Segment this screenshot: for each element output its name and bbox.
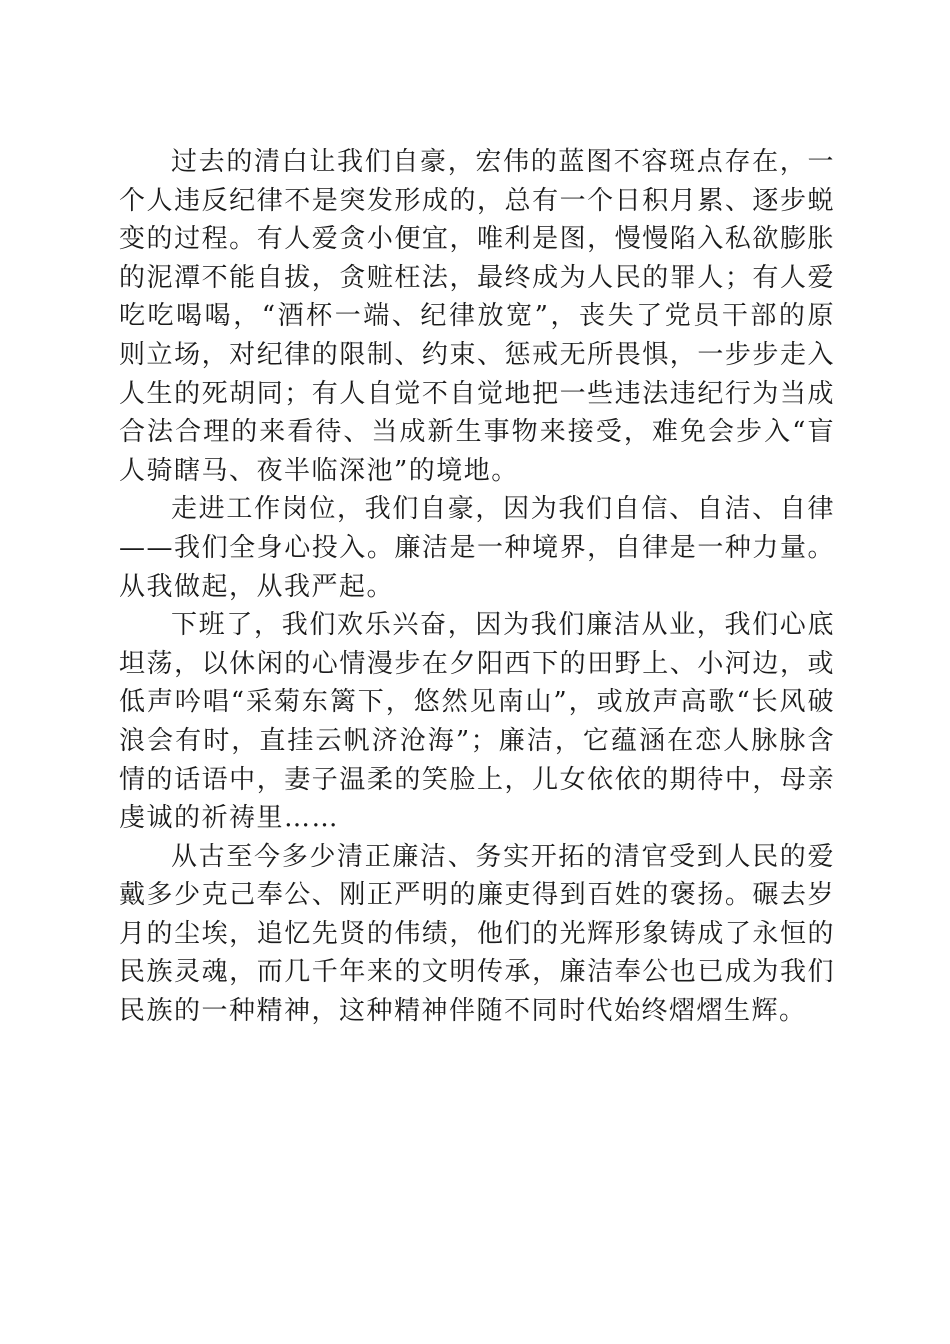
paragraph-1: 过去的清白让我们自豪，宏伟的蓝图不容斑点存在，一个人违反纪律不是突发形成的，总有一个日积月累、逐步蜕变的过程。有人爱贪小便宜，唯利是图，慢慢陷入私欲膨胀的泥潭不能自拔，贪赃枉法，最终成为人民的罪人；有人爱吃吃喝喝，“酒杯一端、纪律放宽”，丧失了党员干部的原则立场，对纪律的限制、约束、惩戒无所畏惧，一步步走入人生的死胡同；有人自觉不自觉地把一些违法违纪行为当成合法合理的来看待、当成新生事物来接受，难免会步入“盲人骑瞎马、夜半临深池”的境地。 <box>119 147 835 486</box>
document-body <box>119 143 835 1031</box>
paragraph-2: 走进工作岗位，我们自豪，因为我们自信、自洁、自律——我们全身心投入。廉洁是一种境界，自律是一种力量。从我做起，从我严起。 <box>119 494 835 602</box>
paragraph-4: 从古至今多少清正廉洁、务实开拓的清官受到人民的爱戴多少克己奉公、刚正严明的廉吏得到百姓的褒扬。碾去岁月的尘埃，追忆先贤的伟绩，他们的光辉形象铸成了永恒的民族灵魂，而几千年来的文明传承，廉洁奉公也已成为我们民族的一种精神，这种精神伴随不同时代始终熠熠生辉。 <box>119 841 835 1027</box>
paragraph-3: 下班了，我们欢乐兴奋，因为我们廉洁从业，我们心底坦荡，以休闲的心情漫步在夕阳西下的田野上、小河边，或低声吟唱“采菊东篱下，悠然见南山”，或放声高歌“长风破浪会有时，直挂云帆济沧海”；廉洁，它蕴涵在恋人脉脉含情的话语中，妻子温柔的笑脸上，儿女依依的期待中，母亲虔诚的祈祷里…… <box>119 610 835 834</box>
